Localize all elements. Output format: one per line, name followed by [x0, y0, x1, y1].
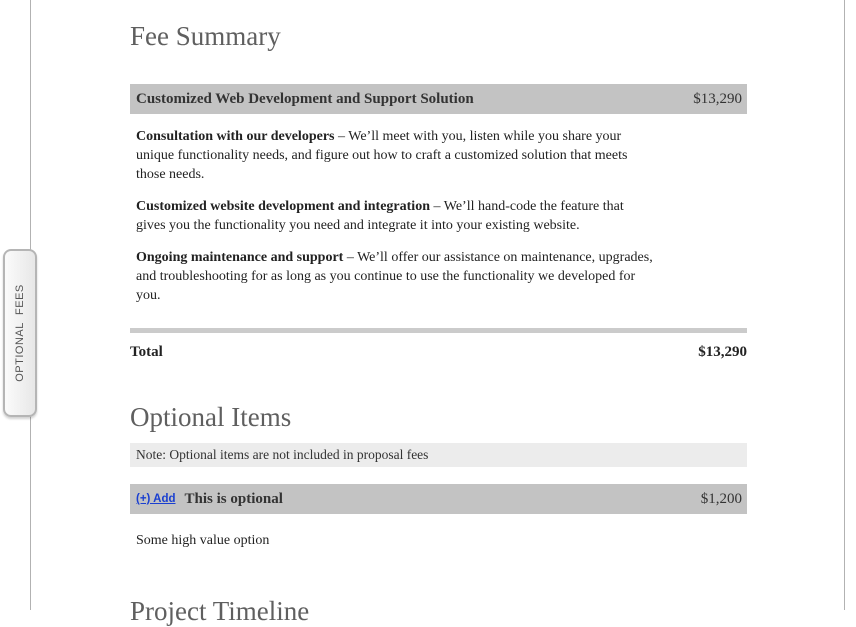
page-content: [130, 20, 747, 627]
optional-fees-tab-label: OPTIONAL FEES: [14, 284, 26, 382]
optional-items-note-text: Note: Optional items are not included in proposal fees: [136, 447, 429, 462]
total-row: [130, 344, 747, 361]
fee-detail-lead: Ongoing maintenance and support: [136, 250, 344, 265]
fee-detail-lead: Consultation with our developers: [136, 129, 335, 144]
optional-item-header-row: [130, 484, 747, 514]
next-section-heading: Project Timeline: [130, 596, 310, 626]
optional-items-note: [130, 443, 747, 467]
fee-detail-paragraph: [136, 248, 654, 305]
optional-item-description: Some high value option: [136, 533, 270, 548]
optional-item-name: This is optional: [184, 490, 283, 507]
fee-detail-paragraph: [136, 127, 654, 184]
optional-item-price: $1,200: [700, 490, 742, 507]
fee-item-header-row: [130, 84, 747, 114]
optional-items-heading: Optional Items: [130, 402, 292, 432]
total-divider: [130, 328, 747, 333]
add-option-link[interactable]: (+) Add: [136, 493, 176, 505]
optional-fees-tab[interactable]: [3, 249, 37, 417]
fee-detail-text: – We’ll meet with you, listen while you share your unique functionality needs, and figure out how to craft a customized solution that meets those needs.: [136, 129, 628, 182]
fee-detail-lead: Customized website development and integration: [136, 199, 430, 214]
proposal-page: [30, 0, 845, 626]
fee-item-price: $13,290: [693, 90, 742, 107]
fee-summary-heading: Fee Summary: [130, 21, 281, 51]
fee-detail-text: – We’ll hand-code the feature that gives you the functionality you need and integrate it into your existing website.: [136, 199, 624, 233]
total-label: Total: [130, 344, 163, 360]
fee-item-name: Customized Web Development and Support Solution: [136, 90, 474, 107]
total-price: $13,290: [698, 344, 747, 360]
fee-detail-text: – We’ll offer our assistance on maintenance, upgrades, and troubleshooting for as long as you continue to use the functionality we developed for you.: [136, 250, 653, 303]
fee-detail-paragraph: [136, 197, 654, 235]
fee-item-details: [130, 127, 654, 305]
